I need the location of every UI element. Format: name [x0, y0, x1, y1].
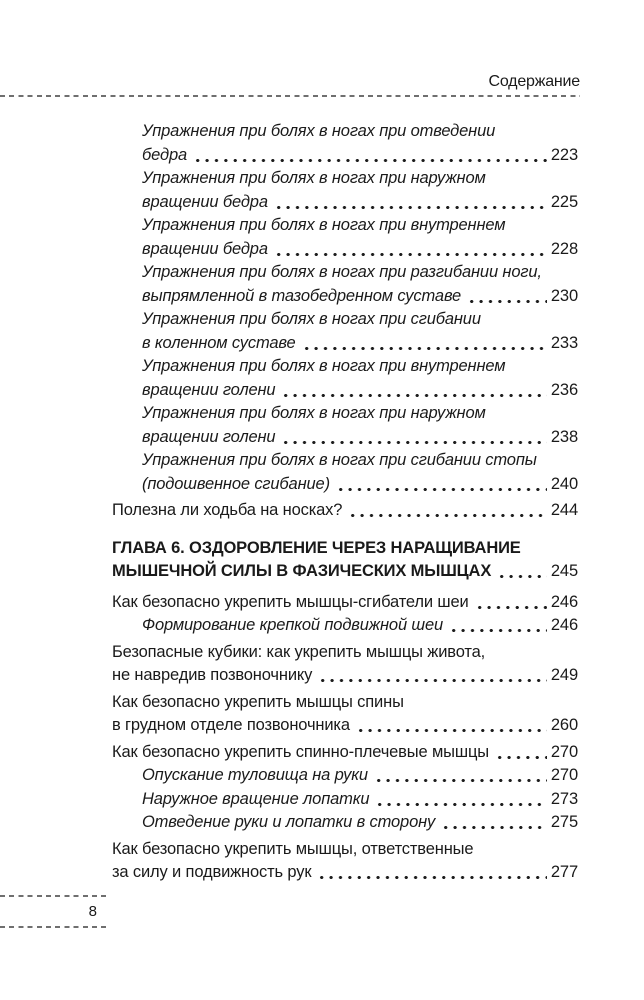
toc-entry-sub [112, 614, 578, 638]
toc-entry-lastline [112, 591, 578, 615]
toc-entry-title: вращении бедра [142, 192, 268, 211]
toc-entry-chapter [112, 537, 578, 584]
toc-entry-line: Упражнения при болях в ногах при сгибании стопы [142, 451, 537, 469]
dot-leader [281, 394, 546, 397]
toc-entry-title: не навредив позвоночнику [112, 666, 313, 684]
toc-entry-section [112, 499, 578, 523]
toc-entry-page-number: 260 [550, 716, 578, 734]
toc-entry-sub [112, 355, 578, 402]
toc-entry-page-number: 270 [550, 742, 578, 761]
toc-entry-lastline [112, 861, 578, 885]
toc-entry-sub [112, 308, 578, 355]
dot-leader [317, 876, 546, 879]
toc-entry-line: Безопасные кубики: как укрепить мышцы живота, [112, 642, 486, 661]
running-head-title: Содержание [488, 73, 580, 90]
toc-entry-title: Отведение руки и лопатки в сторону [142, 813, 436, 831]
dot-leader [449, 629, 547, 632]
dot-leader [495, 756, 547, 759]
footer-dashed-rule-bottom [0, 926, 106, 928]
toc-entry-title: Наружное вращение лопатки [142, 789, 370, 808]
toc-entry-page-number: 246 [550, 616, 578, 634]
toc-entry-sub [112, 811, 578, 835]
toc-entry-section [112, 838, 578, 885]
toc-entry-sub [112, 788, 578, 812]
toc-entry-lastline [142, 764, 578, 788]
toc-entry-page-number: 236 [550, 380, 578, 399]
dot-leader [475, 606, 547, 609]
toc-entry-sub [112, 120, 578, 167]
toc-entry-title: МЫШЕЧНОЙ СИЛЫ В ФАЗИЧЕСКИХ МЫШЦАХ [112, 562, 492, 580]
toc-entry-sub [112, 402, 578, 449]
page-footer [0, 895, 106, 928]
toc-entry-title: выпрямленной в тазобедренном суставе [142, 286, 462, 305]
toc-entry-lastline [142, 285, 578, 309]
toc-entry-lastline [142, 379, 578, 403]
toc-entry-title: Как безопасно укрепить спинно-плечевые мышцы [112, 742, 489, 761]
toc-entry-page-number: 273 [550, 789, 578, 808]
toc-entry-title: в грудном отделе позвоночника [112, 716, 350, 734]
toc-entry-page-number: 270 [550, 766, 578, 784]
toc-entry-lastline [142, 426, 578, 450]
toc-entry-page-number: 223 [550, 145, 578, 164]
dot-leader [497, 575, 547, 578]
toc-entry-line: Упражнения при болях в ногах при отведении [142, 122, 496, 140]
toc-entry-section [112, 741, 578, 765]
toc-entry-lastline [112, 499, 578, 523]
toc-entry-page-number: 230 [550, 286, 578, 305]
toc-entry-title: вращении голени [142, 380, 276, 399]
page-header [0, 0, 580, 97]
toc-entry-page-number: 277 [550, 863, 578, 881]
toc-entry-title: Полезна ли ходьба на носках? [112, 501, 343, 519]
toc-entry-title: Формирование крепкой подвижной шеи [142, 616, 444, 634]
toc-entry-title: (подошвенное сгибание) [142, 474, 330, 493]
toc-entry-page-number: 249 [550, 666, 578, 684]
dot-leader [302, 347, 547, 350]
toc-entry-title: Опускание туловища на руки [142, 766, 368, 784]
toc-entry-title: вращении бедра [142, 239, 268, 258]
toc-entry-line: Упражнения при болях в ногах при разгибании ноги, [142, 263, 542, 281]
toc-entry-title: за силу и подвижность рук [112, 863, 312, 881]
toc-entry-line: Упражнения при болях в ногах при сгибании [142, 310, 481, 328]
toc-entry-sub [112, 167, 578, 214]
page-number: 8 [88, 903, 97, 920]
dot-leader [441, 826, 547, 829]
toc-entry-page-number: 233 [550, 333, 578, 352]
toc-entry-line: Упражнения при болях в ногах при внутреннем [142, 357, 506, 375]
dot-leader [336, 488, 547, 491]
toc-entry-lastline [142, 811, 578, 835]
dot-leader [374, 779, 547, 782]
toc-entry-lastline [142, 144, 578, 168]
toc-entry-title: бедра [142, 145, 187, 164]
toc-entry-title: вращении голени [142, 427, 276, 446]
toc-entry-section [112, 591, 578, 615]
toc-entry-lastline [142, 788, 578, 812]
toc-entry-lastline [142, 191, 578, 215]
toc-entry-lastline [112, 714, 578, 738]
header-dashed-rule [0, 95, 580, 97]
toc-entry-section [112, 641, 578, 688]
toc-entry-sub [112, 764, 578, 788]
toc-entry-sub [112, 214, 578, 261]
toc-entry-lastline [112, 560, 578, 584]
dot-leader [467, 300, 547, 303]
toc-entry-sub [112, 261, 578, 308]
toc-entry-lastline [142, 473, 578, 497]
toc-entry-page-number: 240 [550, 474, 578, 493]
toc-entry-title: Как безопасно укрепить мышцы-сгибатели шеи [112, 592, 469, 611]
toc-entry-sub [112, 449, 578, 496]
toc-entry-page-number: 245 [550, 562, 578, 580]
toc-entry-page-number: 238 [550, 427, 578, 446]
toc-list [0, 120, 644, 885]
toc-entry-line: Упражнения при болях в ногах при внутреннем [142, 216, 506, 234]
toc-entry-lastline [112, 664, 578, 688]
toc-entry-lastline [142, 614, 578, 638]
toc-entry-line: Как безопасно укрепить мышцы спины [112, 692, 404, 711]
toc-entry-line: Упражнения при болях в ногах при наружном [142, 169, 486, 187]
dot-leader [193, 159, 547, 162]
toc-entry-line: ГЛАВА 6. ОЗДОРОВЛЕНИЕ ЧЕРЕЗ НАРАЩИВАНИЕ [112, 538, 521, 557]
toc-entry-page-number: 275 [550, 813, 578, 831]
toc-entry-page-number: 246 [550, 592, 578, 611]
dot-leader [318, 679, 547, 682]
toc-entry-lastline [142, 238, 578, 262]
toc-entry-page-number: 225 [550, 192, 578, 211]
toc-entry-lastline [112, 741, 578, 765]
toc-entry-line: Упражнения при болях в ногах при наружном [142, 404, 486, 422]
toc-entry-line: Как безопасно укрепить мышцы, ответственные [112, 839, 474, 858]
dot-leader [281, 441, 546, 444]
dot-leader [348, 514, 547, 517]
toc-entry-section [112, 691, 578, 738]
dot-leader [356, 729, 547, 732]
toc-entry-title: в коленном суставе [142, 333, 296, 352]
toc-entry-page-number: 228 [550, 239, 578, 258]
dot-leader [274, 253, 547, 256]
dot-leader [274, 206, 547, 209]
toc-entry-page-number: 244 [550, 501, 578, 519]
dot-leader [375, 803, 546, 806]
toc-entry-lastline [142, 332, 578, 356]
